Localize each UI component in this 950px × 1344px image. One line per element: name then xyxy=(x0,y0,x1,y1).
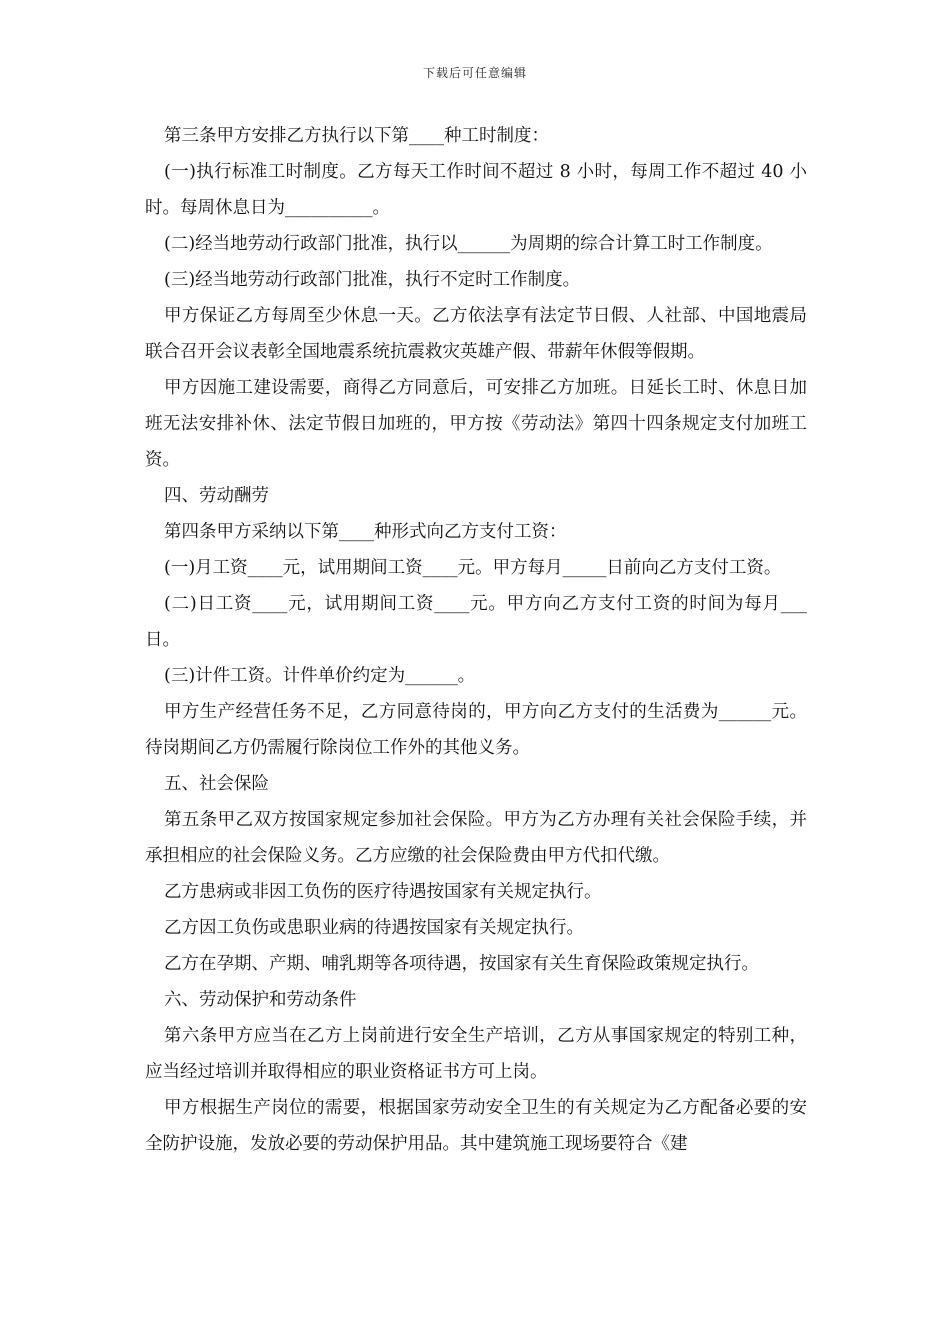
paragraph-comprehensive-hours: (二)经当地劳动行政部门批准，执行以______为周期的综合计算工时工作制度。 xyxy=(164,234,773,254)
paragraph-article-4: 第四条甲方采纳以下第____种形式向乙方支付工资： xyxy=(164,522,567,542)
paragraph-rest-days: 甲方保证乙方每周至少休息一天。乙方依法享有法定节日假、人社部、中国地震局联合召开会议表彰全国地震系统抗震救灾英雄产假、带薪年休假等假期。 xyxy=(145,306,807,362)
section-heading-remuneration: 四、劳动酬劳 xyxy=(164,486,269,506)
paragraph-overtime: 甲方因施工建设需要，商得乙方同意后，可安排乙方加班。日延长工时、休息日加班无法安排补休、法定节假日加班的，甲方按《劳动法》第四十四条规定支付加班工资。 xyxy=(145,378,807,470)
paragraph-standby: 甲方生产经营任务不足，乙方同意待岗的，甲方向乙方支付的生活费为______元。待岗期间乙方仍需履行除岗位工作外的其他义务。 xyxy=(145,702,807,758)
paragraph-maternity: 乙方在孕期、产期、哺乳期等各项待遇，按国家有关生育保险政策规定执行。 xyxy=(164,954,759,974)
paragraph-medical: 乙方患病或非因工负伤的医疗待遇按国家有关规定执行。 xyxy=(164,882,602,902)
document-body xyxy=(145,118,807,1162)
paragraph-monthly-wage: (一)月工资____元，试用期间工资____元。甲方每月_____日前向乙方支付工资。 xyxy=(164,558,782,578)
paragraph-article-3: 第三条甲方安排乙方执行以下第____种工时制度： xyxy=(164,126,549,146)
paragraph-daily-wage: (二)日工资____元，试用期间工资____元。甲方向乙方支付工资的时间为每月___日。 xyxy=(145,594,807,650)
paragraph-standard-hours: (一)执行标准工时制度。乙方每天工作时间不超过 8 小时，每周工作不超过 40 小时。每周休息日为__________。 xyxy=(145,162,807,218)
paragraph-article-6: 第六条甲方应当在乙方上岗前进行安全生产培训，乙方从事国家规定的特别工种，应当经过培训并取得相应的职业资格证书方可上岗。 xyxy=(145,1026,807,1082)
paragraph-work-injury: 乙方因工负伤或患职业病的待遇按国家有关规定执行。 xyxy=(164,918,584,938)
section-heading-labor-protection: 六、劳动保护和劳动条件 xyxy=(164,990,357,1010)
page-header: 下载后可任意编辑 xyxy=(422,66,527,80)
paragraph-article-5: 第五条甲乙双方按国家规定参加社会保险。甲方为乙方办理有关社会保险手续，并承担相应的社会保险义务。乙方应缴的社会保险费由甲方代扣代缴。 xyxy=(145,810,807,866)
paragraph-piece-wage: (三)计件工资。计件单价约定为______。 xyxy=(164,666,476,686)
paragraph-safety-equipment: 甲方根据生产岗位的需要，根据国家劳动安全卫生的有关规定为乙方配备必要的安全防护设施，发放必要的劳动保护用品。其中建筑施工现场要符合《建 xyxy=(145,1098,807,1154)
section-heading-social-insurance: 五、社会保险 xyxy=(164,774,269,794)
paragraph-flexible-hours: (三)经当地劳动行政部门批准，执行不定时工作制度。 xyxy=(164,270,581,290)
